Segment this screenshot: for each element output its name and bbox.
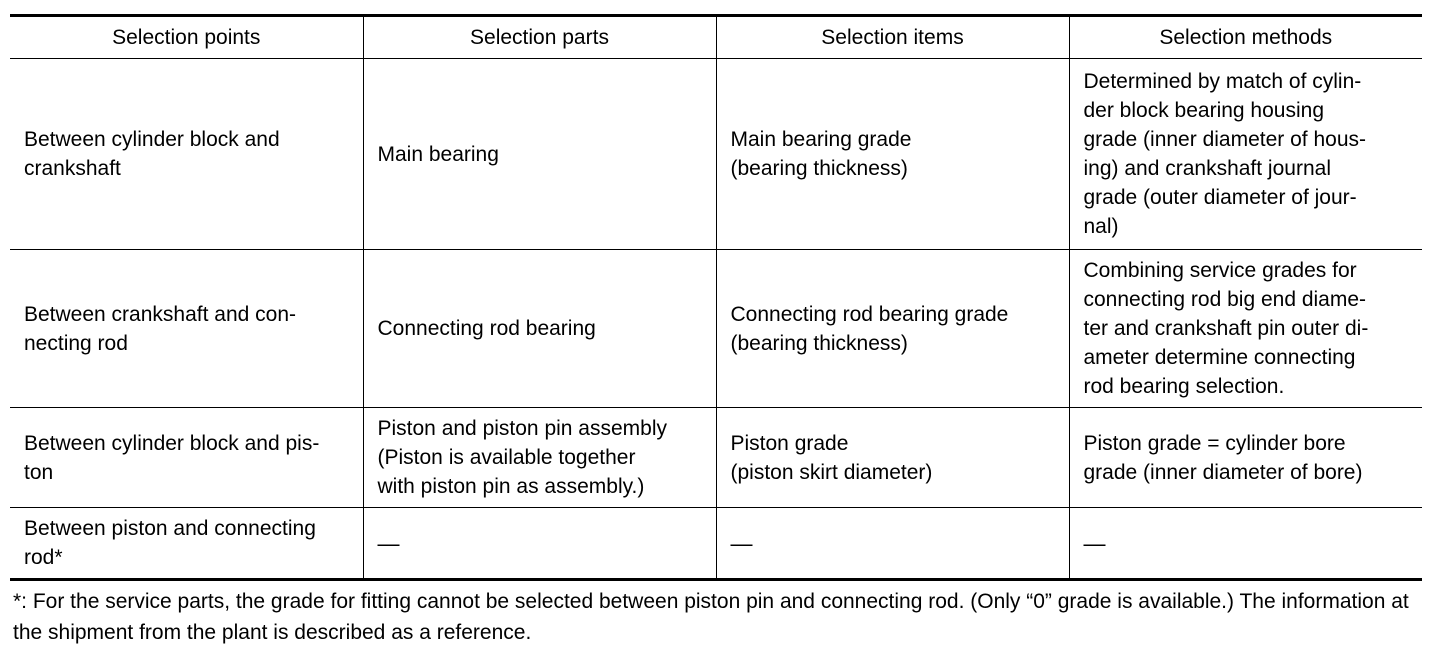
table-row	[10, 408, 1422, 508]
table-row	[10, 250, 1422, 408]
table-row	[10, 59, 1422, 250]
cell-selection-part: Piston and piston pin assembly (Piston is available together with piston pin as assembly.)	[363, 408, 716, 508]
header-selection-parts: Selection parts	[363, 16, 716, 59]
cell-selection-method: Determined by match of cylin- der block bearing housing grade (inner diameter of hous- ing) and crankshaft journal grade (outer diameter of jour- nal)	[1069, 59, 1422, 250]
cell-selection-point: Between crankshaft and con- necting rod	[10, 250, 363, 408]
selection-table	[10, 14, 1422, 581]
cell-selection-item-dash: —	[716, 508, 1069, 580]
header-selection-points: Selection points	[10, 16, 363, 59]
cell-selection-method: Combining service grades for connecting rod big end diame- ter and crankshaft pin outer di- ameter determine connecting rod bearing selection.	[1069, 250, 1422, 408]
table-header-row	[10, 16, 1422, 59]
cell-selection-method-dash: —	[1069, 508, 1422, 580]
cell-selection-item: Connecting rod bearing grade (bearing thickness)	[716, 250, 1069, 408]
cell-selection-point: Between cylinder block and crankshaft	[10, 59, 363, 250]
header-selection-methods: Selection methods	[1069, 16, 1422, 59]
table-row	[10, 508, 1422, 580]
cell-selection-point: Between piston and connecting rod*	[10, 508, 363, 580]
cell-selection-part-dash: —	[363, 508, 716, 580]
cell-selection-part: Connecting rod bearing	[363, 250, 716, 408]
cell-selection-point: Between cylinder block and pis- ton	[10, 408, 363, 508]
table-footnote: *: For the service parts, the grade for fitting cannot be selected between piston pin and connecting rod. (Only “0” grade is available.) The information at the shipment from the plant is described as a reference.	[13, 590, 1409, 644]
cell-selection-method: Piston grade = cylinder bore grade (inner diameter of bore)	[1069, 408, 1422, 508]
header-selection-items: Selection items	[716, 16, 1069, 59]
cell-selection-item: Piston grade (piston skirt diameter)	[716, 408, 1069, 508]
cell-selection-item: Main bearing grade (bearing thickness)	[716, 59, 1069, 250]
cell-selection-part: Main bearing	[363, 59, 716, 250]
document	[10, 14, 1422, 648]
